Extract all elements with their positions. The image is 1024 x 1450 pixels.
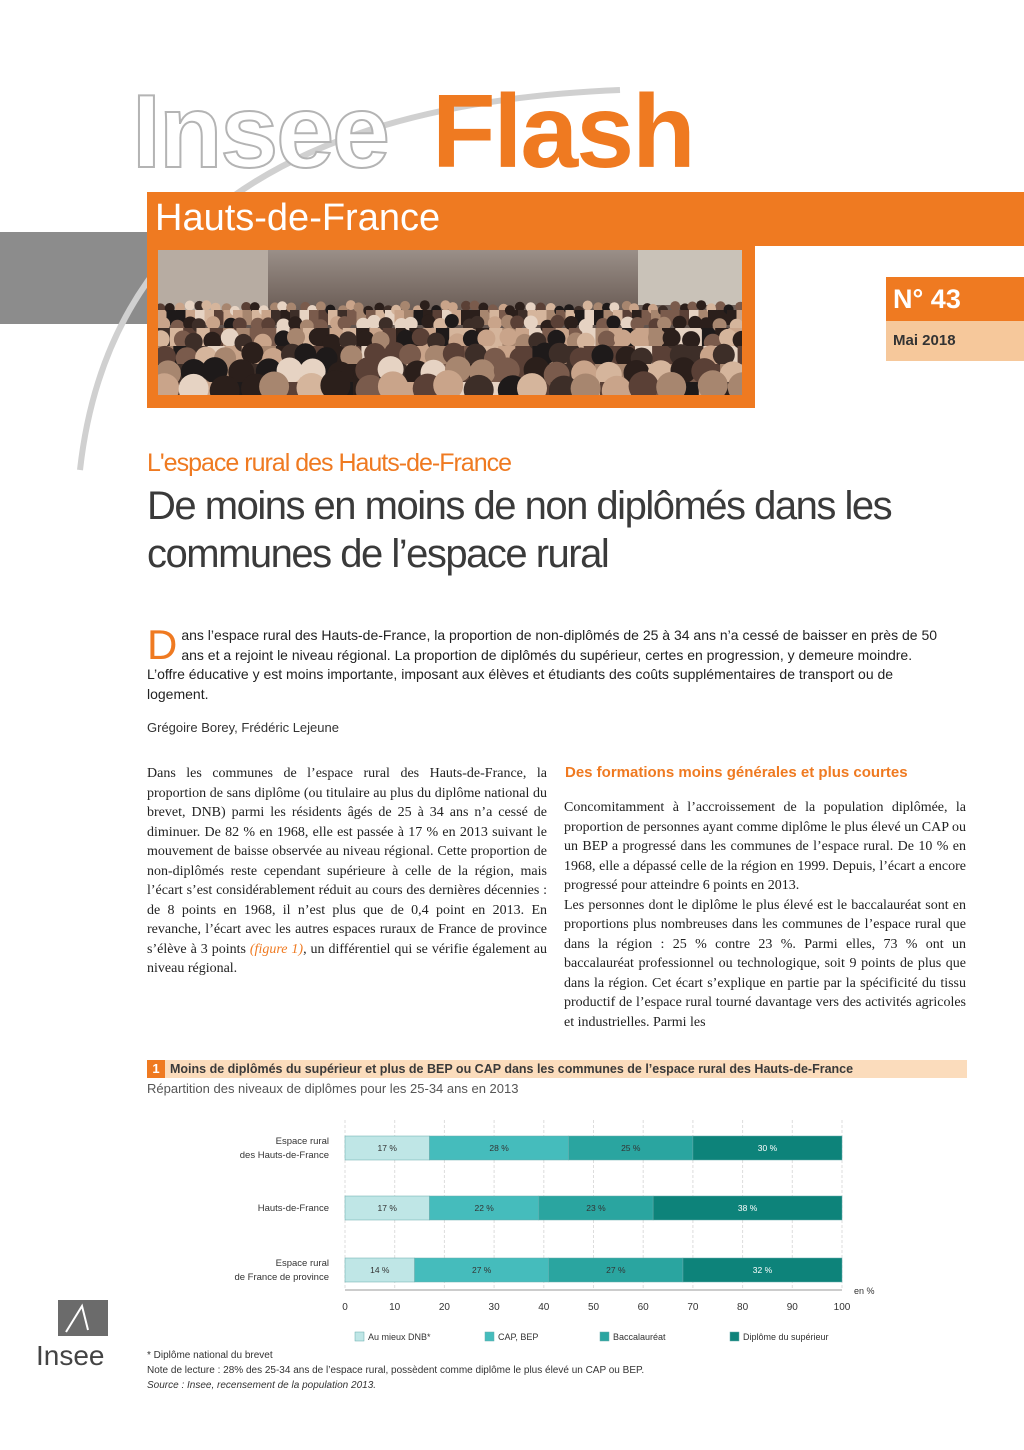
- body-column-1: [147, 764, 547, 979]
- legend-swatch: [355, 1332, 364, 1341]
- figure-note-dnb: * Diplôme national du brevet: [147, 1350, 273, 1361]
- article-headline: De moins en moins de non diplômés dans les communes de l’espace rural: [147, 484, 892, 576]
- chapeau-text: ans l’espace rural des Hauts-de-France, la proportion de non-diplômés de 25 à 34 ans n’a cessé de baisser en près de 50 ans et a rejoint le niveau régional. La proportion de diplômés du supérieur, certes en progression, y demeure moindre. L’offre éducative y est moins importante, imposant aux élèves et étudiants des coûts supplémentaires de transport ou de logement.: [147, 627, 938, 702]
- issue-date: Mai 2018: [893, 332, 956, 349]
- x-tick-label: 70: [687, 1302, 699, 1313]
- bar-data-label: 17 %: [377, 1143, 397, 1153]
- category-label: des Hauts-de-France: [239, 1150, 329, 1161]
- legend-swatch: [485, 1332, 494, 1341]
- bar-data-label: 23 %: [586, 1203, 606, 1213]
- brand-insee: Insee: [132, 74, 388, 190]
- chapeau-dropcap: D: [147, 621, 178, 668]
- article-authors: Grégoire Borey, Frédéric Lejeune: [147, 720, 339, 735]
- x-tick-label: 40: [538, 1302, 550, 1313]
- figure-subtitle: Répartition des niveaux de diplômes pour les 25-34 ans en 2013: [147, 1081, 519, 1096]
- bar-data-label: 28 %: [489, 1143, 509, 1153]
- figure-note-reading: Note de lecture : 28% des 25-34 ans de l’espace rural, possèdent comme diplôme le plus élevé un CAP ou BEP.: [147, 1365, 645, 1376]
- unit-label: en %: [854, 1286, 875, 1296]
- figure-notes: [147, 1348, 644, 1393]
- x-tick-label: 90: [786, 1302, 798, 1313]
- bar-data-label: 25 %: [621, 1143, 641, 1153]
- article-chapeau: [147, 621, 947, 704]
- category-label: de France de province: [234, 1272, 329, 1283]
- bar-data-label: 30 %: [757, 1143, 778, 1153]
- article-kicker: L'espace rural des Hauts-de-France: [147, 449, 512, 477]
- legend-label: Au mieux DNB*: [368, 1332, 431, 1342]
- insee-logo-text: Insee: [36, 1340, 105, 1371]
- bar-data-label: 27 %: [606, 1265, 626, 1275]
- col1-text-b: , un différentiel qui se vérifie également au niveau régional.: [147, 941, 547, 976]
- bar-data-label: 27 %: [471, 1265, 492, 1275]
- x-tick-label: 100: [833, 1302, 851, 1313]
- x-tick-label: 10: [389, 1302, 401, 1313]
- figure-source: Source : Insee, recensement de la population 2013.: [147, 1380, 377, 1391]
- bar-data-label: 22 %: [474, 1203, 494, 1213]
- x-tick-label: 30: [488, 1302, 500, 1313]
- category-label: Espace rural: [275, 1258, 329, 1269]
- bar-data-label: 32 %: [752, 1265, 773, 1275]
- category-label: Hauts-de-France: [257, 1203, 329, 1214]
- legend-label: Baccalauréat: [613, 1332, 666, 1342]
- bar-data-label: 17 %: [377, 1203, 397, 1213]
- col2-paragraph-1: Concomitamment à l’accroissement de la population diplômée, la proportion de personnes ayant comme diplôme le plus élevé un CAP ou un BEP a progressé dans les communes de l’espace rural. De 10 % en 1968, elle a dépassé celle de la région en 1999. Depuis, l’écart a encore progressé pour atteindre 6 points en 2013.: [564, 800, 966, 893]
- col1-text-a: Dans les communes de l’espace rural des Hauts-de-France, la proportion de sans diplôme (ou titulaire au plus du diplôme national du brevet, DNB) parmi les résidents âgés de 25 à 34 ans n’a cessé de diminuer. De 82 % en 1968, elle est passée à 17 % en 2013 suivant le mouvement de baisse observée au niveau régional. Cette proportion de non-diplômés reste cependant supérieure à celle de la région, mais l’écart s’est considérablement réduit au cours des dernières décennies : de 8 points en 1968, il n’est plus que de 0,4 point en 2013. En revanche, l’écart avec les autres espaces ruraux de France de province s’élève à 3 points: [147, 766, 547, 957]
- bar-data-label: 38 %: [737, 1203, 758, 1213]
- section-title: Des formations moins générales et plus courtes: [565, 764, 908, 781]
- x-tick-label: 20: [438, 1302, 450, 1313]
- region-name: Hauts-de-France: [155, 197, 441, 239]
- figure-title: Moins de diplômés du supérieur et plus de BEP ou CAP dans les communes de l’espace rural des Hauts-de-France: [170, 1062, 854, 1076]
- cover-photo-crowd: [158, 250, 742, 395]
- x-tick-label: 60: [637, 1302, 649, 1313]
- brand-flash: Flash: [432, 74, 694, 190]
- x-tick-label: 50: [587, 1302, 600, 1313]
- issue-number: N° 43: [893, 284, 961, 314]
- x-tick-label: 0: [342, 1302, 348, 1313]
- category-label: Espace rural: [275, 1136, 329, 1147]
- legend-label: Diplôme du supérieur: [743, 1332, 829, 1342]
- legend-swatch: [730, 1332, 739, 1341]
- col2-paragraph-2: Les personnes dont le diplôme le plus élevé est le baccalauréat sont en proportions plus nombreuses dans les communes de l’espace rural que dans la région : 25 % contre 23 %. Parmi elles, 73 % ont un baccalauréat professionnel ou technologique, soit 9 points de plus que dans la région. Cet écart s’explique en partie par la spécificité du tissu productif de l’espace rural tourné davantage vers des activités agricoles et industrielles. Parmi les: [564, 897, 966, 1030]
- figure-number: 1: [147, 1060, 165, 1078]
- x-tick-label: 80: [737, 1302, 749, 1313]
- bar-data-label: 14 %: [370, 1265, 390, 1275]
- legend-label: CAP, BEP: [498, 1332, 539, 1342]
- figure-reference-link[interactable]: (figure 1): [249, 941, 304, 957]
- stacked-bar-chart: [200, 1110, 920, 1350]
- body-column-2: [564, 798, 966, 1032]
- legend-swatch: [600, 1332, 609, 1341]
